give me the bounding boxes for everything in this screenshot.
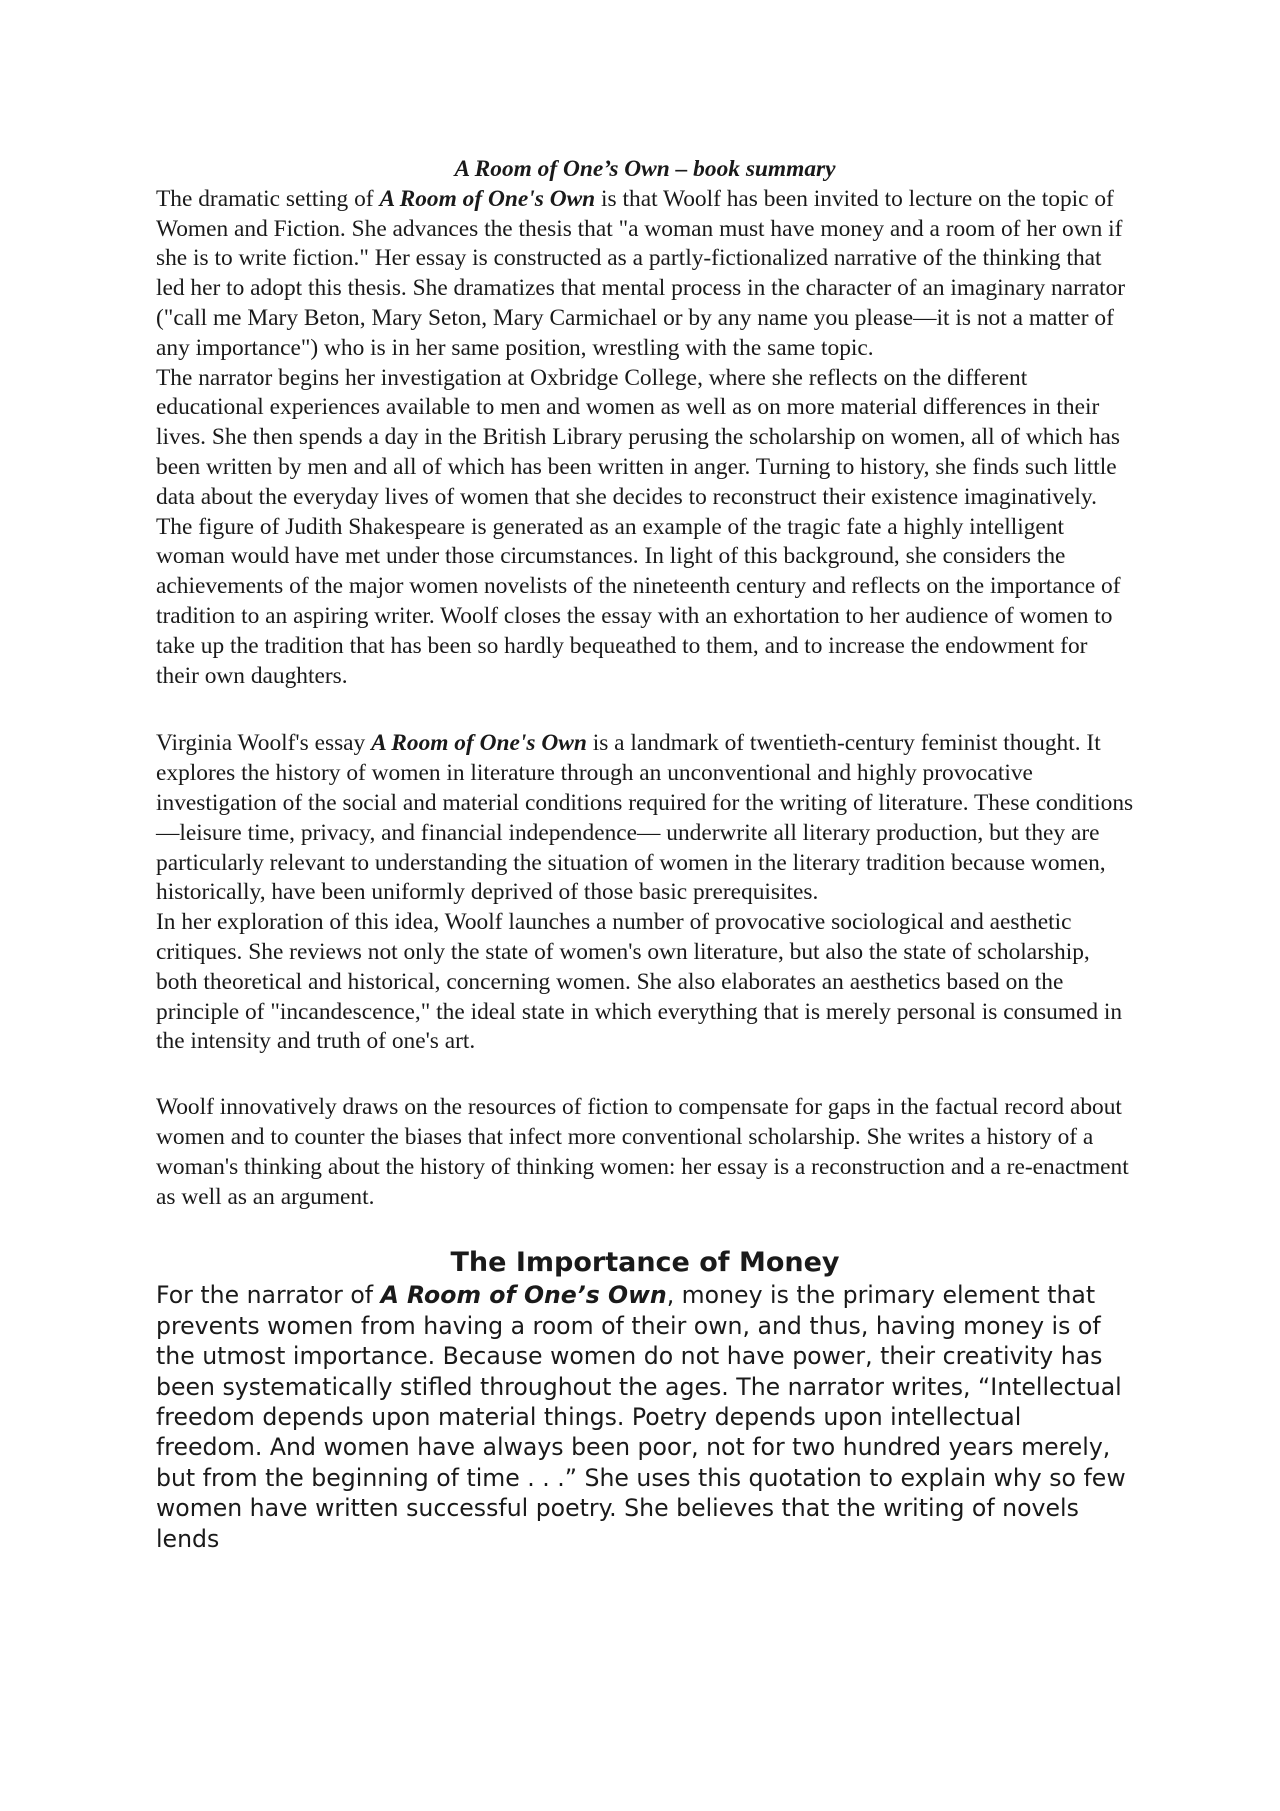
paragraph-setting [156,185,1134,364]
book-title-emphasis: A Room of One's Own [379,185,596,212]
paragraph-setting-lead: The dramatic setting of [156,185,380,212]
paragraph-money-body: , money is the primary element that prevents women from having a room of their own, and thus, having money is of the utmost importance. Because women do not have power, their creativity has been systematically stifled throughout the ages. The narrator writes, “Intellectual freedom depends upon material things. Poetry depends upon intellectual freedom. And women have always been poor, not for two hundred years merely, but from the beginning of time . . .” She uses this quotation to explain why so few women have written successful poetry. She believes that the writing of novels lends [156,1281,1126,1553]
section-heading: The Importance of Money [450,1247,840,1279]
paragraph-exploration: In her exploration of this idea, Woolf launches a number of provocative sociological and aesthetic critiques. She reviews not only the state of women's own literature, but also the state of scholarship, both theoretical and historical, concerning women. She also elaborates an aesthetics based on the principle of "incandescence," the ideal state in which everything that is merely personal is consumed in the intensity and truth of one's art. [156,909,1123,1055]
paragraph-spacer [156,1057,1134,1093]
paragraph-landmark-body: is a landmark of twentieth-century feminist thought. It explores the history of women in literature through an unconventional and highly provocative investigation of the social and material conditions required for the writing of literature. These conditions—leisure time, privacy, and financial independence— underwrite all literary production, but they are particularly relevant to understanding the situation of women in the literary tradition because women, historically, have been uniformly deprived of those basic prerequisites. [156,730,1134,906]
summary-section [156,155,1134,1212]
paragraph-fiction: Woolf innovatively draws on the resources of fiction to compensate for gaps in the factual record about women and to counter the biases that infect more conventional scholarship. She writes a history of a woman's thinking about the history of thinking women: her essay is a reconstruction and a re-enactment as well as an argument. [156,1094,1129,1210]
paragraph-landmark [156,729,1134,908]
document-title: A Room of One’s Own – book summary [454,156,836,182]
paragraph-money [156,1280,1134,1554]
paragraph-setting-body: is that Woolf has been invited to lecture on the topic of Women and Fiction. She advances the thesis that "a woman must have money and a room of her own if she is to write fiction." Her essay is constructed as a partly-fictionalized narrative of the thinking that led her to adopt this thesis. She dramatizes that mental process in the character of an imaginary narrator ("call me Mary Beton, Mary Seton, Mary Carmichael or by any name you please—it is not a matter of any importance") who is in her same position, wrestling with the same topic. [156,185,1126,361]
paragraph-narrator: The narrator begins her investigation at Oxbridge College, where she reflects on the different educational experiences available to men and women as well as on more material differences in their lives. She then spends a day in the British Library perusing the scholarship on women, all of which has been written by men and all of which has been written in anger. Turning to history, she finds such little data about the everyday lives of women that she decides to reconstruct their existence imaginatively. The figure of Judith Shakespeare is generated as an example of the tragic fate a highly intelligent woman would have met under those circumstances. In light of this background, she considers the achievements of the major women novelists of the nineteenth century and reflects on the importance of tradition to an aspiring writer. Woolf closes the essay with an exhortation to her audience of women to take up the tradition that has been so hardly bequeathed to them, and to increase the endowment for their own daughters. [156,364,1121,689]
book-title-emphasis: A Room of One's Own [371,730,587,757]
book-title-emphasis: A Room of One’s Own [380,1281,667,1310]
paragraph-spacer [156,691,1134,729]
money-section [156,1246,1134,1554]
section-spacer [156,1212,1134,1246]
document-page [156,155,1134,1554]
paragraph-money-lead: For the narrator of [156,1281,381,1310]
paragraph-landmark-lead: Virginia Woolf's essay [156,730,372,757]
